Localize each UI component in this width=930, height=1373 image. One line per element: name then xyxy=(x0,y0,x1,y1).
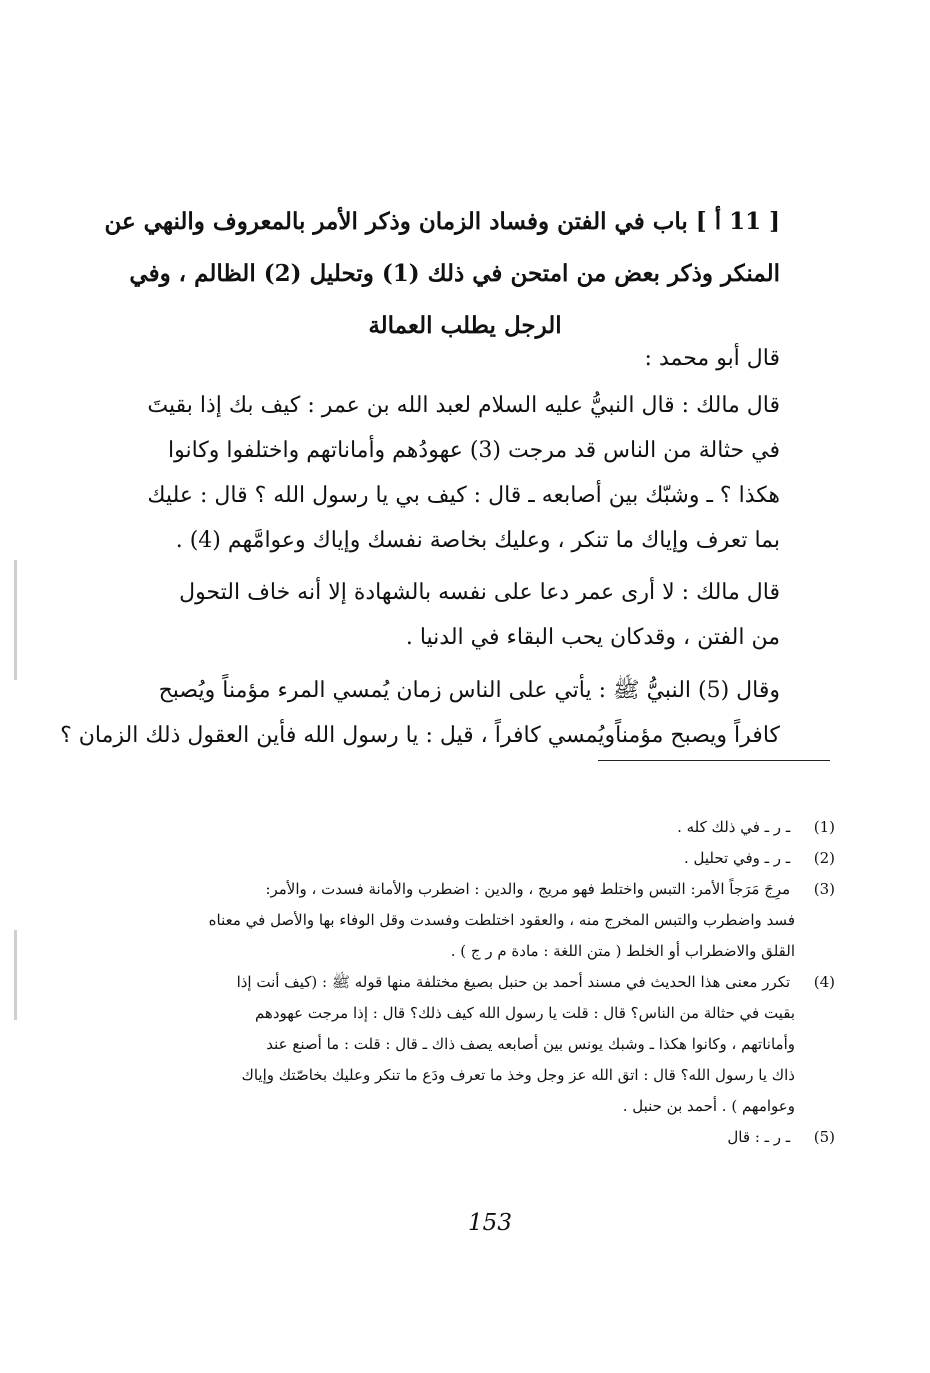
paragraph-line: من الفتن ، وقدكان يحب البقاء في الدنيا . xyxy=(405,625,780,650)
scan-edge-mark xyxy=(14,560,17,680)
paragraph-intro xyxy=(160,336,780,381)
footnote-number: (3) xyxy=(813,880,835,898)
paragraph-line: بما تعرف وإياك ما تنكر ، وعليك بخاصة نفسك وإياك وعوامَّهم (4) . xyxy=(175,528,780,553)
chapter-heading xyxy=(104,196,780,352)
footnote-line: فسد واضطرب والتبس المخرج منه ، والعقود اختلطت وفسدت وقل الوفاء بها والأصل في معناه xyxy=(208,911,795,929)
footnote-separator xyxy=(598,760,830,761)
footnote-line: ذاك يا رسول الله؟ قال : اتق الله عز وجل وخذ ما تعرف ودَع ما تنكر وعليك بخاصّتك وإياك xyxy=(241,1066,795,1084)
footnote-line xyxy=(160,812,835,843)
paragraph-line: في حثالة من الناس قد مرجت (3) عهودُهم وأماناتهم واختلفوا وكانوا xyxy=(167,438,780,463)
paragraph-line: قال أبو محمد : xyxy=(644,346,780,371)
footnote-text: تكرر معنى هذا الحديث في مسند أحمد بن حنبل بصيغ مختلفة منها قوله ﷺ : (كيف أنت إذا xyxy=(236,973,791,991)
paragraph-line: هكذا ؟ ـ وشبّك بين أصابعه ـ قال : كيف بي يا رسول الله ؟ قال : عليك xyxy=(147,483,780,508)
paragraph-prophet-saying xyxy=(60,668,780,758)
footnote-text: مرِجَ مَرَجاً الأمر: التبس واختلط فهو مريج ، والدين : اضطرب والأمانة فسدت ، والأمر: xyxy=(265,880,791,898)
footnote-line: بقيت في حثالة من الناس؟ قال : قلت يا رسول الله كيف ذلك؟ قال : إذا مرجت عهودهم xyxy=(254,1004,795,1022)
footnote-number: (4) xyxy=(813,973,835,991)
footnote-2 xyxy=(160,843,835,874)
footnote-1 xyxy=(160,812,835,843)
footnote-line xyxy=(160,1122,835,1153)
footnote-3 xyxy=(160,874,835,967)
footnote-number: (2) xyxy=(813,849,835,867)
paragraph-malik-hadith xyxy=(147,383,780,563)
footnote-line xyxy=(160,874,835,905)
heading-line: [ 11 أ ] باب في الفتن وفساد الزمان وذكر الأمر بالمعروف والنهي عن xyxy=(104,208,780,235)
footnote-line xyxy=(160,843,835,874)
footnote-line: القلق والاضطراب أو الخلط ( متن اللغة : مادة م ر ج ) . xyxy=(450,942,795,960)
footnote-line: وأماناتهم ، وكانوا هكذا ـ وشبك يونس بين أصابعه يصف ذاك ـ قال : قلت : ما أصنع عند xyxy=(266,1035,795,1053)
footnotes xyxy=(160,812,835,1153)
page-number: 153 xyxy=(468,1210,512,1236)
footnote-text: ـ ر ـ : قال xyxy=(727,1128,791,1146)
footnote-text: ـ ر ـ وفي تحليل . xyxy=(683,849,791,867)
paragraph-line: قال مالك : لا أرى عمر دعا على نفسه بالشهادة إلا أنه خاف التحول xyxy=(179,580,780,605)
footnote-4 xyxy=(160,967,835,1122)
footnote-line: وعوامهم ) . أحمد بن حنبل . xyxy=(622,1097,795,1115)
footnote-line xyxy=(160,967,835,998)
paragraph-line: وقال (5) النبيُّ ﷺ : يأتي على الناس زمان يُمسي المرء مؤمناً ويُصبح xyxy=(158,678,780,703)
heading-line: المنكر وذكر بعض من امتحن في ذلك (1) وتحليل (2) الظالم ، وفي xyxy=(129,260,780,287)
paragraph-malik-comment xyxy=(160,570,780,660)
footnote-number: (1) xyxy=(813,818,835,836)
footnote-5 xyxy=(160,1122,835,1153)
scan-edge-mark xyxy=(14,930,17,1020)
paragraph-line: كافراً ويصبح مؤمناًويُمسي كافراً ، قيل : يا رسول الله فأين العقول ذلك الزمان ؟ xyxy=(60,723,780,748)
footnote-number: (5) xyxy=(813,1128,835,1146)
paragraph-line: قال مالك : قال النبيُّ عليه السلام لعبد الله بن عمر : كيف بك إذا بقيتَ xyxy=(147,393,780,418)
footnote-text: ـ ر ـ في ذلك كله . xyxy=(677,818,791,836)
heading-line: الرجل يطلب العمالة xyxy=(368,312,562,339)
